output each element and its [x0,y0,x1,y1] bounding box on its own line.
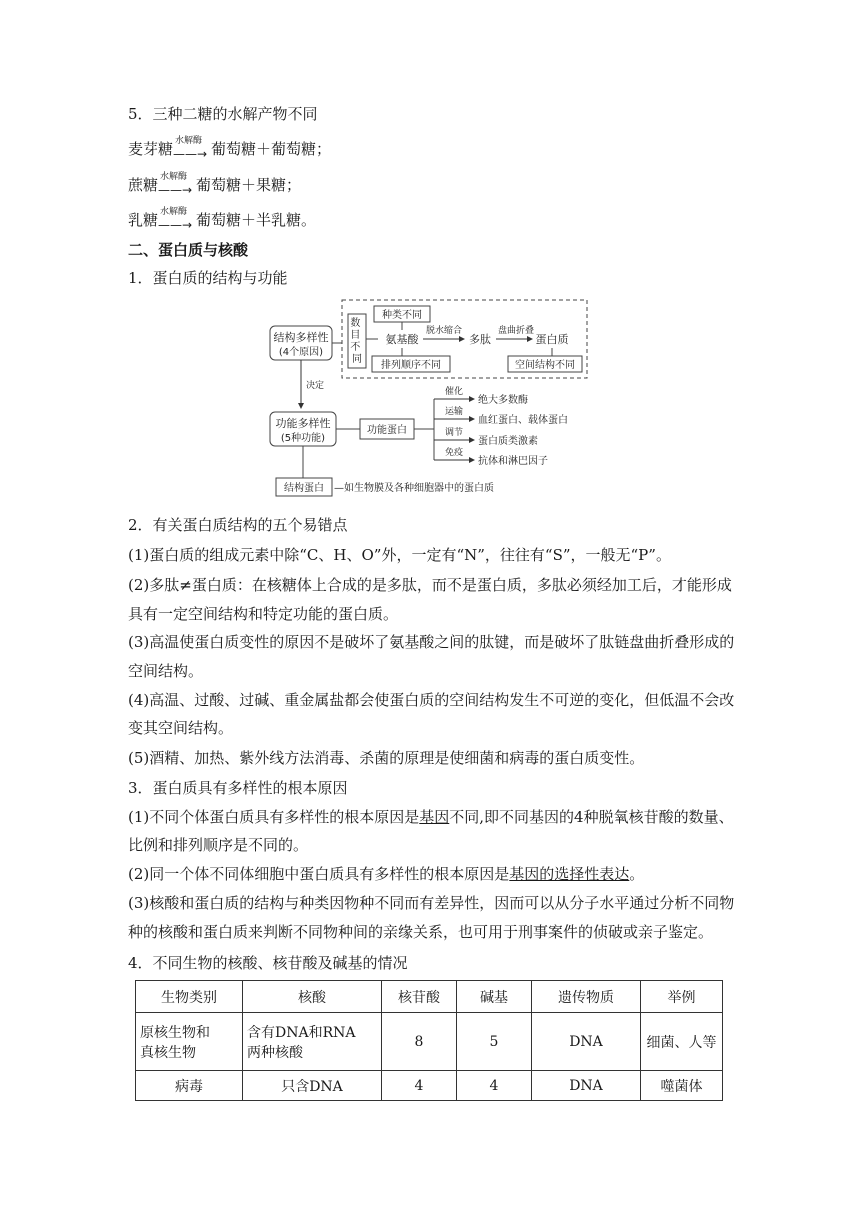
polypeptide-label: 多肽 [469,333,491,346]
cause-line-1 [128,807,734,827]
catalysis-label: 催化 [444,387,464,397]
structural-protein-label: 结构蛋白 [284,483,324,494]
heading-protein-nucleic: 二、蛋白质与核酸 [128,241,249,259]
four-reasons-label: (4个原因) [278,347,324,358]
subheading-diversity-cause: 3．蛋白质具有多样性的根本原因 [128,779,348,797]
table-header: 核苷酸 [382,981,457,1013]
dehydration-label: 脱水缩合 [425,326,463,336]
subheading-structure-function: 1．蛋白质的结构与功能 [128,269,288,287]
hydrolase-arrow: 水解酶 ——→ [173,136,208,161]
cause-line-1b: 比例和排列顺序是不同的。 [128,836,309,854]
spatial-diff-label: 空间结构不同 [515,360,575,371]
table-row [136,1013,723,1071]
count-diff-char-3: 不 [350,342,361,353]
functional-protein-label: 功能蛋白 [367,425,407,436]
protein-label: 蛋白质 [535,333,569,346]
immunity-example: 抗体和淋巴因子 [478,456,548,467]
subheading-error-points: 2．有关蛋白质结构的五个易错点 [128,516,348,534]
regulation-example: 蛋白质类激素 [478,436,538,447]
point-line: (5)酒精、加热、紫外线方法消毒、杀菌的原理是使细菌和病毒的蛋白质变性。 [128,749,645,767]
regulation-label: 调节 [444,428,464,438]
table-header: 遗传物质 [532,981,641,1013]
table-header: 核酸 [243,981,382,1013]
cell-text: 含有DNA和RNA [247,1024,356,1041]
function-diversity-label: 功能多样性 [275,417,331,430]
transport-example: 血红蛋白、载体蛋白 [478,415,568,426]
table-cell: 细菌、人等 [641,1013,723,1071]
cause-line-2 [128,864,644,884]
point-line: 具有一定空间结构和特定功能的蛋白质。 [128,605,399,623]
point-line: (4)高温、过酸、过碱、重金属盐都会使蛋白质的空间结构发生不可逆的变化，但低温不会改 [128,691,735,709]
point-line: 空间结构。 [128,662,204,680]
hydrolase-label: 水解酶 [160,207,188,217]
table-cell: 病毒 [136,1071,243,1101]
table-cell: DNA [532,1013,641,1071]
table-header-row [136,981,723,1013]
table-cell: DNA [532,1071,641,1101]
nucleic-acid-table [135,980,723,1101]
transport-label: 运输 [444,407,464,417]
count-diff-label [350,316,363,365]
hydrolase-label: 水解酶 [160,172,188,182]
amino-acid-label: 氨基酸 [385,333,419,346]
cause-line-3a: (3)核酸和蛋白质的结构与种类因物种不同而有差异性，因而可以从分子水平通过分析不同物 [128,894,735,912]
sucrose-product: 葡萄糖＋果糖； [196,176,302,194]
decides-label: 决定 [306,381,325,391]
immunity-label: 免疫 [444,448,464,458]
table-cell: 5 [457,1013,532,1071]
section-5-title: 5．三种二糖的水解产物不同 [128,105,318,123]
table-cell: 8 [382,1013,457,1071]
hydrolase-arrow: 水解酶 ——→ [158,172,193,197]
lactose-line [128,207,317,232]
cause-text: 不同,即不同基因的4种脱氧核苷酸的数量、 [449,808,734,826]
table-cell-acid [243,1013,382,1071]
count-diff-char-2: 目 [350,330,361,341]
five-functions-label: (5种功能) [280,433,326,444]
point-line: 变其空间结构。 [128,719,234,737]
cause-text: (2)同一个体不同体细胞中蛋白质具有多样性的根本原因是 [128,865,510,883]
point-line: (1)蛋白质的组成元素中除“C、H、O”外，一定有“N”，往往有“S”，一般无“P”。 [128,546,671,564]
maltose-line [128,136,332,161]
point-line: (2)多肽≠蛋白质：在核糖体上合成的是多肽，而不是蛋白质，多肽必须经加工后，才能形成 [128,576,732,594]
folding-label: 盘曲折叠 [497,326,535,336]
sucrose-line [128,172,302,197]
kind-diff-label: 种类不同 [382,310,422,321]
table-header: 举例 [641,981,723,1013]
hydrolase-label: 水解酶 [175,136,203,146]
lactose-product: 葡萄糖＋半乳糖。 [196,211,317,229]
hydrolase-arrow: 水解酶 ——→ [158,207,193,232]
count-diff-char-4: 同 [352,354,362,365]
protein-structure-function-diagram [268,296,590,500]
maltose-product: 葡萄糖＋葡萄糖； [211,140,332,158]
table-header: 生物类别 [136,981,243,1013]
table-cell: 噬菌体 [641,1071,723,1101]
subheading-nucleic-table: 4．不同生物的核酸、核苷酸及碱基的情况 [128,954,408,972]
catalysis-example: 绝大多数酶 [478,395,528,406]
cause-underlined: 基因的选择性表达 [509,865,630,883]
table-cell: 只含DNA [243,1071,382,1101]
cell-text: 真核生物 [140,1044,196,1061]
cause-line-3b: 种的核酸和蛋白质来判断不同物种间的亲缘关系，也可用于刑事案件的侦破或亲子鉴定。 [128,923,714,941]
structure-diversity-label: 结构多样性 [273,331,329,344]
table-row [136,1071,723,1101]
cell-text: 两种核酸 [247,1044,303,1061]
lactose-name: 乳糖 [128,211,159,229]
cause-text: 。 [629,865,645,883]
table-cell: 4 [457,1071,532,1101]
sucrose-name: 蔗糖 [128,176,159,194]
table-cell-kind [136,1013,243,1071]
count-diff-char-1: 数 [350,318,361,329]
cell-text: 原核生物和 [140,1024,210,1041]
table-cell: 4 [382,1071,457,1101]
maltose-name: 麦芽糖 [128,140,174,158]
point-line: (3)高温使蛋白质变性的原因不是破坏了氨基酸之间的肽键，而是破坏了肽链盘曲折叠形成的 [128,633,735,651]
cause-underlined: 基因 [419,808,450,826]
structural-example: —如生物膜及各种细胞器中的蛋白质 [334,483,494,494]
cause-text: (1)不同个体蛋白质具有多样性的根本原因是 [128,808,420,826]
table-header: 碱基 [457,981,532,1013]
order-diff-label: 排列顺序不同 [381,360,441,371]
